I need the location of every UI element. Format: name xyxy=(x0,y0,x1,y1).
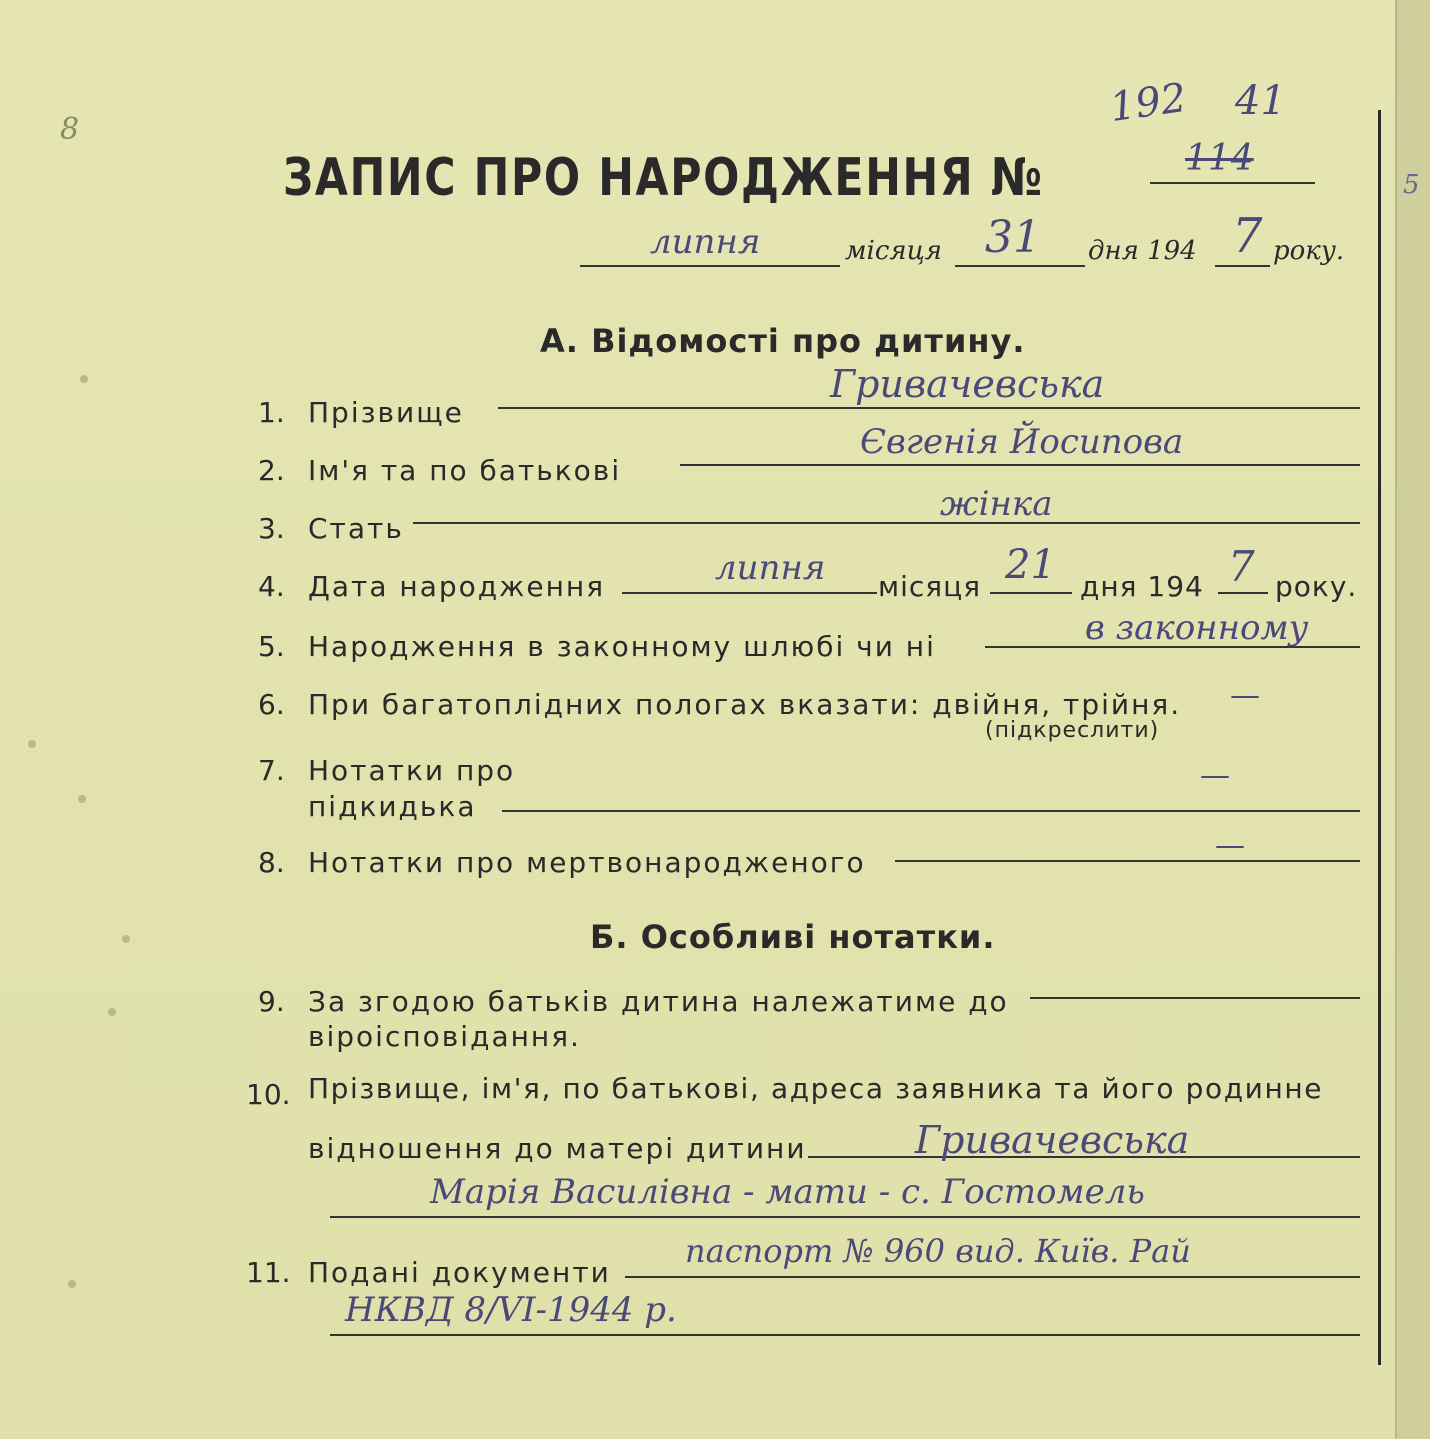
record-number-struck: 114 xyxy=(1185,138,1254,179)
field-number: 3. xyxy=(258,512,285,545)
section-a-heading: А. Відомості про дитину. xyxy=(540,322,1026,360)
stillborn-label: Нотатки про мертвонародженого xyxy=(308,846,866,879)
field-number: 9. xyxy=(258,985,285,1018)
applicant-label-line2: відношення до матері дитини xyxy=(308,1132,807,1165)
birth-month-label: місяця xyxy=(878,570,982,603)
birth-day-label: дня 194 xyxy=(1080,570,1204,603)
surname-line xyxy=(498,407,1360,409)
header-date-line-year xyxy=(1215,265,1270,267)
page-title: ЗАПИС ПРО НАРОДЖЕННЯ № xyxy=(283,148,1044,208)
name-patronymic-value: Євгенія Йосипова xyxy=(860,422,1184,462)
header-year-label: року. xyxy=(1273,236,1345,266)
header-day-label: дня 194 xyxy=(1088,236,1197,266)
birth-month-line xyxy=(622,592,877,594)
field-number: 8. xyxy=(258,846,285,879)
birth-month-value: липня xyxy=(715,548,826,588)
record-number-handwritten: 192 xyxy=(1107,74,1190,132)
multiple-birth-value: — xyxy=(1230,678,1260,713)
birth-day-value: 21 xyxy=(1005,542,1056,588)
header-day-value: 31 xyxy=(985,212,1041,263)
field-number: 10. xyxy=(246,1078,291,1111)
punch-hole xyxy=(78,795,86,803)
religion-label-line1: За згодою батьків дитина належатиме до xyxy=(308,985,1009,1018)
foundling-line xyxy=(502,810,1360,812)
field-number: 2. xyxy=(258,454,285,487)
margin-mark: 8 xyxy=(60,112,80,147)
field-number: 1. xyxy=(258,396,285,429)
stillborn-line xyxy=(895,860,1360,862)
punch-hole xyxy=(108,1008,116,1016)
underline-note: (підкреслити) xyxy=(985,718,1160,743)
legitimacy-label: Народження в законному шлюбі чи ні xyxy=(308,630,936,663)
religion-label-line2: віроісповідання. xyxy=(308,1020,581,1053)
surname-label: Прізвище xyxy=(308,396,464,429)
applicant-value-line1: Гривачевська xyxy=(915,1118,1190,1162)
sex-line xyxy=(413,522,1360,524)
stillborn-value: — xyxy=(1215,828,1245,863)
field-number: 6. xyxy=(258,688,285,721)
punch-hole xyxy=(80,375,88,383)
field-number: 7. xyxy=(258,754,285,787)
adjacent-page-edge xyxy=(1395,0,1430,1439)
section-b-heading: Б. Особливі нотатки. xyxy=(590,918,996,956)
birth-year-value: 7 xyxy=(1228,542,1255,591)
record-number-top: 41 xyxy=(1235,78,1286,124)
punch-hole xyxy=(28,740,36,748)
birth-year-line xyxy=(1218,592,1268,594)
documents-value-line1: паспорт № 960 вид. Київ. Рай xyxy=(685,1232,1191,1270)
birth-year-label: року. xyxy=(1275,570,1358,603)
legitimacy-value: в законному xyxy=(1085,608,1309,648)
sex-label: Стать xyxy=(308,512,404,545)
birth-date-label: Дата народження xyxy=(308,570,606,603)
applicant-label-line1: Прізвище, ім'я, по батькові, адреса заявника та його родинне xyxy=(308,1072,1324,1105)
header-month-label: місяця xyxy=(845,236,943,266)
name-patronymic-label: Ім'я та по батькові xyxy=(308,454,622,487)
documents-value-line2: НКВД 8/VI-1944 р. xyxy=(345,1290,677,1330)
field-number: 4. xyxy=(258,570,285,603)
foundling-label-line1: Нотатки про xyxy=(308,754,516,787)
punch-hole xyxy=(122,935,130,943)
applicant-value-line2: Марія Василівна - мати - с. Гостомель xyxy=(430,1172,1145,1212)
field-number: 5. xyxy=(258,630,285,663)
name-patronymic-line xyxy=(680,464,1360,466)
right-margin-line xyxy=(1378,110,1381,1365)
documents-line1 xyxy=(625,1276,1360,1278)
documents-line2 xyxy=(330,1334,1360,1336)
religion-line xyxy=(1030,997,1360,999)
header-date-line-day xyxy=(955,265,1085,267)
punch-hole xyxy=(68,1280,76,1288)
multiple-birth-label: При багатоплідних пологах вказати: двійня, трійня. xyxy=(308,688,1182,721)
applicant-line2 xyxy=(330,1216,1360,1218)
foundling-label-line2: підкидька xyxy=(308,790,477,823)
birth-day-line xyxy=(990,592,1072,594)
sex-value: жінка xyxy=(940,484,1053,524)
right-margin-mark: 5 xyxy=(1403,170,1420,200)
header-year-value: 7 xyxy=(1232,208,1263,264)
field-number: 11. xyxy=(246,1256,291,1289)
header-date-line-month xyxy=(580,265,840,267)
documents-label: Подані документи xyxy=(308,1256,611,1289)
header-month-value: липня xyxy=(650,222,761,262)
foundling-value: — xyxy=(1200,758,1230,793)
surname-value: Гривачевська xyxy=(830,362,1105,406)
title-number-line xyxy=(1150,182,1315,184)
